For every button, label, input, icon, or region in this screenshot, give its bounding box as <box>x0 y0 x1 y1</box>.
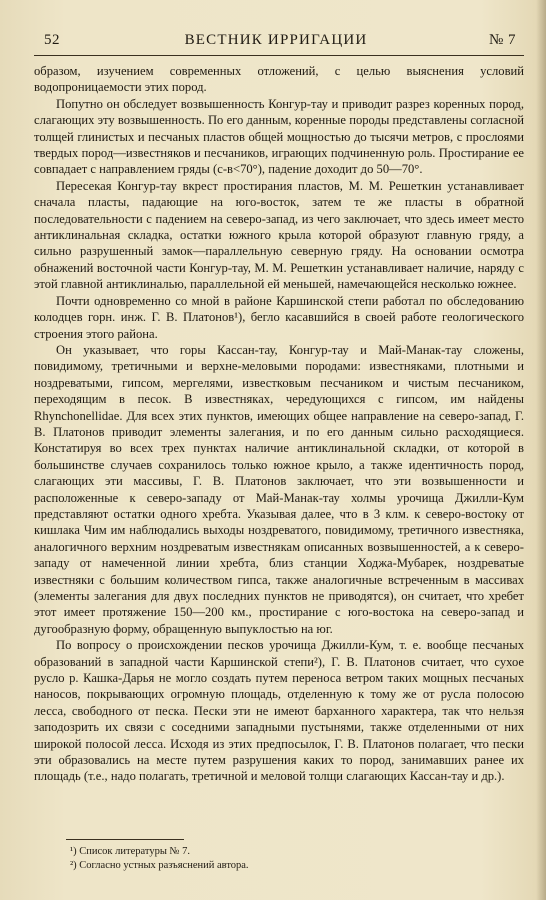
paragraph: образом, изучением современных отложений, с целью выяснения условий водопроницаемости этих пород. <box>34 64 524 95</box>
article-body <box>34 63 524 785</box>
footnotes <box>70 845 490 873</box>
paragraph: По вопросу о происхождении песков урочища Джилли-Кум, т. е. вообще песчаных образований в западной части Каршинской степи²), Г. В. Платонов считает, что сухое русло р. Кашка-Дарья не могло создать путем переноса ветром таких мощных песчаных наносов, покрывающих огромную площадь, отделенную к тому же от русла полосою лесса, свободного от песка. Пески эти не имеют барханного характера, так что нельзя заподозрить их связи с соседними западными пустынями, также отделенными от них широкой полосой лесса. Исходя из этих предпосылок, Г. В. Платонов полагает, что пески эти образовались на месте путем разрушения каких то пород, занимавших ранее их площадь (т.е., надо полагать, третичной и меловой толщи слагающих Кассан-тау и др.). <box>34 638 524 784</box>
paragraph: Он указывает, что горы Кассан-тау, Конгур-тау и Май-Манак-тау сложены, повидимому, третичными и верхне-меловыми породами: известняками, плотными и ноздреватыми, гипсом, мергелями, известковым песчаником и чистым песчаником, переходящим в песок. В известняках, чередующихся с гипсом, им найдены Rhynchonellidae. Для всех этих пунктов, имеющих общее направление на северо-запад, Г. В. Платонов приводит элементы залегания, и по его данным сильно расходящиеся. Констатируя во всех трех пунктах наличие антиклинальной складки, от которой в большинстве случаев сохранилось только южное крыло, а также идентичность пород, слагающих эти массивы, Г. В. Платонов заключает, что эти возвышенности и расположенные к северо-западу от Май-Манак-тау холмы урочища Джилли-Кум представляют остатки одного хребта. Указывая далее, что в 3 клм. к северо-востоку от кишлака Чим им наблюдались выходы ноздреватого, повидимому, третичного известняка, аналогичного верхним ноздреватым известнякам описанных возвышенностей, а к северо-западу от намеченной линии хребта, близ станции Ходжа-Мубарек, ноздреватые известняки с большим количеством гипса, также аналогичные встреченным в массивах (элементы залегания для двух последних пунктов не приводятся), он считает, что хребет этот имеет протяжение 150—200 км., простирание с юго-востока на северо-запад и дугообразную форму, обращенную выпуклостью на юг. <box>34 342 524 636</box>
page-number: 52 <box>44 32 60 48</box>
footnote: ¹) Список литературы № 7. <box>70 846 191 857</box>
issue-number: № 7 <box>488 32 516 48</box>
journal-title: ВЕСТНИК ИРРИГАЦИИ <box>184 32 368 48</box>
header-rule <box>34 55 524 56</box>
footnote-rule <box>66 839 184 840</box>
paragraph: Попутно он обследует возвышенность Конгур-тау и приводит разрез коренных пород, слагающих эту возвышенность. По его данным, коренные породы представлены согласной толщей глинистых и песчаных пластов общей мощностью до тысячи метров, с прослоями твердых пород—известняков и песчаников, играющих подчиненную роль. Простирание ее совпадает с направлением гряды (с-в<70°), падение доходит до 50—70°. <box>34 96 524 177</box>
footnote: ²) Согласно устных разъяснений автора. <box>70 860 249 871</box>
page-edge-shadow <box>536 0 546 900</box>
paragraph: Пересекая Конгур-тау вкрест простирания пластов, М. М. Решеткин устанавливает сначала пласты, падающие на юго-восток, затем те же пласты в обратной последовательности с падением на северо-запад, из чего заключает, что здесь имеет место антиклинальная складка, остатки южного крыла которой образуют главную гряду, а сильно разрушенный замок—параллельную северную гряду. На основании осмотра обнажений восточной части Конгур-тау, М. М. Решеткин устанавливает наличие, наряду с этой главной антиклиналью, параллельной ей меньшей, намечающейся несколько южнее. <box>34 178 524 292</box>
running-header <box>34 30 518 52</box>
paragraph: Почти одновременно со мной в районе Каршинской степи работал по обследованию колодцев горн. инж. Г. В. Платонов¹), бегло касавшийся в своей работе геологического строения этого района. <box>34 293 524 341</box>
